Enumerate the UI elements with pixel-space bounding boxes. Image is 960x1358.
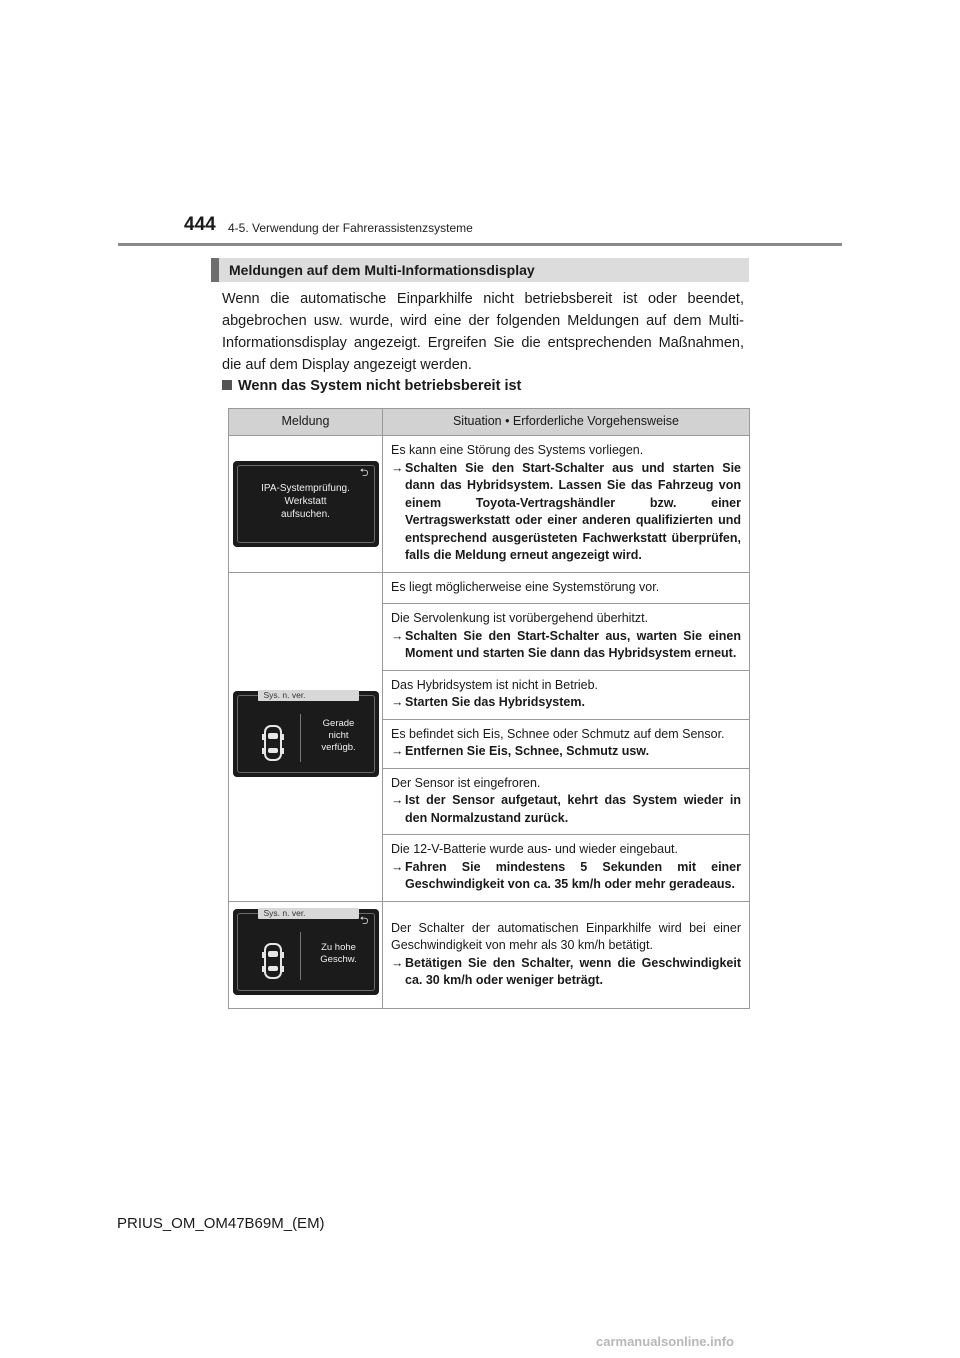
situation-text: Es befindet sich Eis, Schnee oder Schmutz auf dem Sensor. [391, 726, 725, 741]
arrow-right-icon: → [391, 859, 404, 874]
arrow-right-icon: → [391, 695, 404, 709]
action-text: Ist der Sensor aufgetaut, kehrt das System wieder in den Normalzustand zurück. [405, 793, 741, 825]
action-text: Starten Sie das Hybridsystem. [405, 695, 585, 709]
action-item [391, 792, 741, 827]
arrow-right-icon: → [391, 793, 404, 807]
subheading [222, 378, 521, 394]
divider [300, 932, 301, 980]
display-screen-ipa-check [233, 461, 379, 547]
subheading-text: Wenn das System nicht betriebsbereit ist [238, 378, 522, 394]
table-row [229, 572, 750, 604]
action-text: Schalten Sie den Start-Schalter aus und starten Sie dann das Hybridsystem. Lassen Sie das Fahrzeug von einem Toyota-Vertragshändler bzw. einer Vertragswerkstatt oder einer anderen qualifizierten und entsprechend ausgerüsteten Fachwerkstatt überprüfen, falls die Meldung erneut angezeigt wird. [405, 460, 741, 562]
situation-text: Es liegt möglicherweise eine Systemstörung vor. [391, 579, 660, 594]
action-item [391, 955, 741, 990]
return-arrow-icon: ⮌ [359, 466, 369, 479]
intro-paragraph: Wenn die automatische Einparkhilfe nicht betriebsbereit ist oder beendet, abgebrochen usw. wurde, wird eine der folgenden Meldungen auf dem Multi-Informationsdisplay angezeigt. Ergreifen Sie die entsprechenden Maßnahmen, die auf dem Display angezeigt werden. [222, 291, 744, 373]
display-screen-not-available [233, 691, 379, 777]
car-icon [262, 942, 284, 980]
message-image-cell [229, 901, 383, 1008]
situation-cell [383, 436, 750, 573]
document-code: PRIUS_OM_OM47B69M_(EM) [117, 1215, 325, 1232]
situation-text: Es kann eine Störung des Systems vorliegen. [391, 443, 644, 457]
table-row [229, 901, 750, 1008]
column-header-message: Meldung [229, 409, 383, 436]
screen-text: verfügb. [321, 741, 356, 753]
watermark: carmanualsonline.info [596, 1334, 734, 1349]
screen-text: Geschw. [320, 953, 357, 965]
situation-cell [383, 572, 750, 604]
situation-cell [383, 768, 750, 835]
status-pill: Sys. n. ver. [258, 690, 359, 701]
car-icon [262, 724, 284, 762]
message-table [228, 408, 750, 1009]
page-number: 444 [184, 214, 216, 235]
chapter-title: 4-5. Verwendung der Fahrerassistenzsysteme [228, 221, 473, 235]
action-item [391, 460, 741, 565]
status-pill: Sys. n. ver. [258, 908, 359, 919]
situation-text: Die Servolenkung ist vorübergehend überhitzt. [391, 611, 649, 625]
action-item [391, 694, 741, 712]
screen-text: Werkstatt [284, 495, 327, 507]
arrow-right-icon: → [391, 628, 404, 643]
action-item [391, 628, 741, 663]
section-heading-text: Meldungen auf dem Multi-Informationsdisplay [229, 262, 535, 278]
situation-cell [383, 835, 750, 902]
situation-cell [383, 604, 750, 671]
situation-text: Der Sensor ist eingefroren. [391, 775, 541, 790]
table-row [229, 436, 750, 573]
situation-cell [383, 901, 750, 1008]
situation-cell [383, 719, 750, 768]
header-rule [118, 243, 842, 246]
action-text: Schalten Sie den Start-Schalter aus, warten Sie einen Moment und starten Sie dann das Hybridsystem erneut. [405, 628, 741, 660]
divider [300, 714, 301, 762]
message-image-cell [229, 572, 383, 901]
action-item [391, 743, 741, 761]
screen-text: nicht [328, 729, 349, 741]
section-heading [211, 258, 749, 282]
situation-text: Das Hybridsystem ist nicht in Betrieb. [391, 677, 599, 692]
display-screen-speed-too-high [233, 909, 379, 995]
action-text: Betätigen Sie den Schalter, wenn die Geschwindigkeit ca. 30 km/h oder weniger beträgt. [405, 955, 741, 987]
screen-text: Zu hohe [321, 941, 356, 953]
situation-text: Die 12-V-Batterie wurde aus- und wieder eingebaut. [391, 842, 678, 856]
screen-text: Gerade [322, 717, 355, 729]
situation-text: Der Schalter der automatischen Einparkhilfe wird bei einer Geschwindigkeit von mehr als 30 km/h betätigt. [391, 920, 741, 952]
screen-text: IPA-Systemprüfung. [261, 482, 350, 494]
arrow-right-icon: → [391, 460, 404, 475]
square-bullet-icon [222, 380, 232, 390]
action-text: Fahren Sie mindestens 5 Sekunden mit einer Geschwindigkeit von ca. 35 km/h oder mehr geradeaus. [405, 859, 741, 891]
action-text: Entfernen Sie Eis, Schnee, Schmutz usw. [405, 744, 650, 758]
column-header-situation: Situation • Erforderliche Vorgehensweise [383, 409, 750, 436]
arrow-right-icon: → [391, 955, 404, 970]
situation-cell [383, 670, 750, 719]
message-image-cell [229, 436, 383, 573]
arrow-right-icon: → [391, 744, 404, 758]
action-item [391, 859, 741, 894]
table-header-row [229, 409, 750, 436]
return-arrow-icon: ⮌ [359, 914, 369, 927]
screen-text: aufsuchen. [281, 508, 330, 520]
